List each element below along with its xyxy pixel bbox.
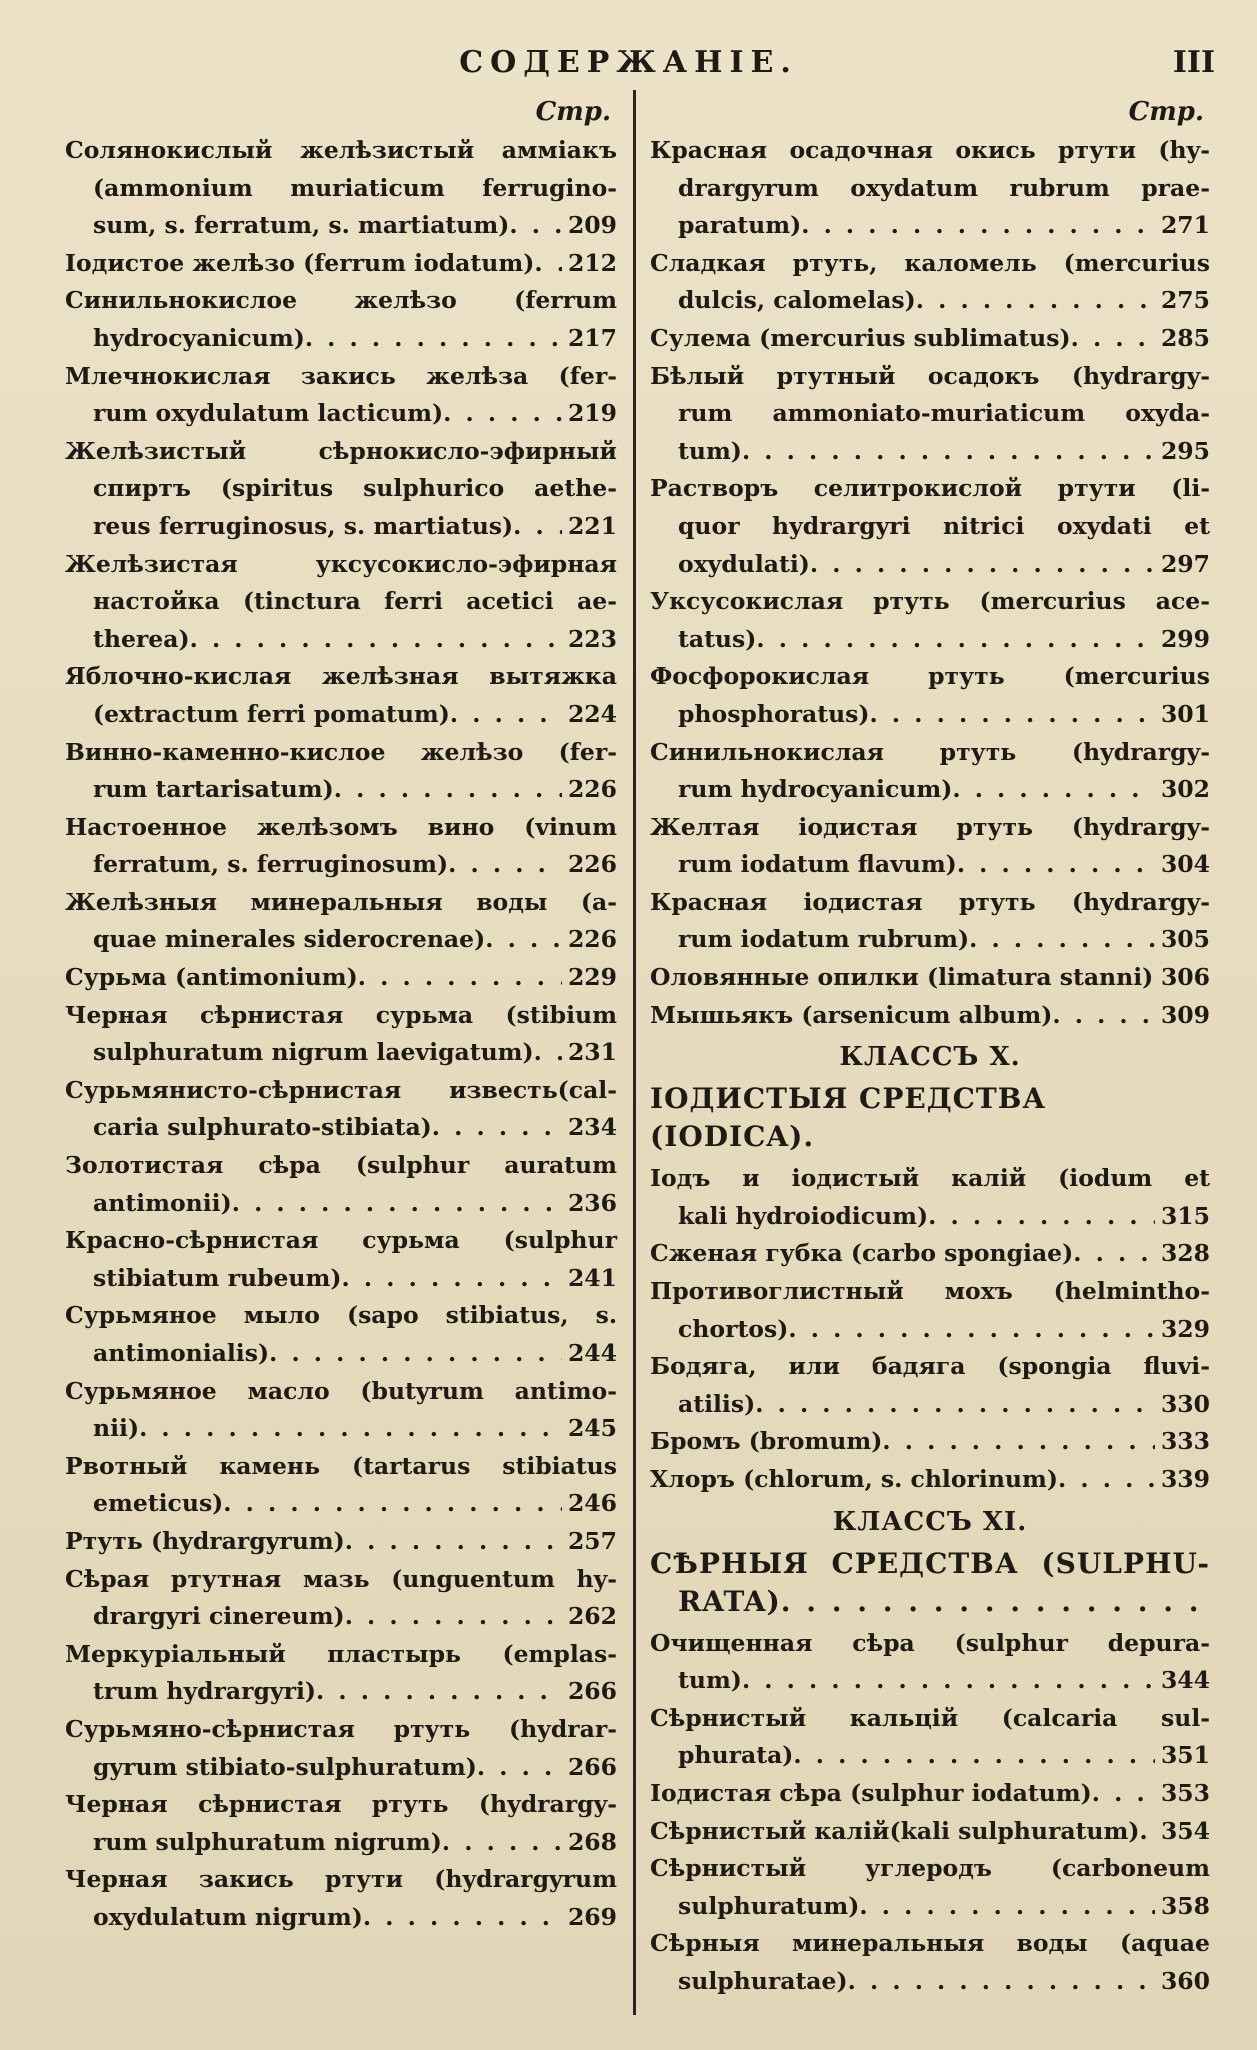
toc-entry-last-line	[650, 282, 1210, 320]
toc-page-number: 339	[1160, 1465, 1210, 1493]
toc-entry-line: Настоенное желѣзомъ вино (vinum	[65, 812, 617, 841]
toc-entry	[650, 583, 1210, 658]
toc-entry	[650, 1423, 1210, 1461]
toc-entry-line: Бодяга, или бадяга (spongia fluvi-	[650, 1352, 1210, 1381]
column-divider	[633, 90, 636, 2015]
toc-entry-text: rum sulphuratum nigrum)	[93, 1827, 442, 1856]
toc-page-number: 360	[1160, 1966, 1210, 1995]
toc-page-number: 344	[1160, 1666, 1210, 1695]
toc-entry-text: tum)	[678, 436, 742, 465]
leader-dots	[1058, 1461, 1155, 1499]
toc-entry-text: gyrum stibiato-sulphuratum)	[93, 1752, 477, 1781]
toc-page-number: 333	[1160, 1427, 1210, 1456]
toc-entry-last-line	[650, 846, 1210, 884]
toc-entry-text: (extractum ferri pomatum)	[93, 699, 450, 728]
leader-dots	[756, 621, 1155, 659]
toc-entry	[65, 959, 617, 997]
toc-entry	[65, 1448, 617, 1523]
toc-entry-line: Растворъ селитрокислой ртути (li-	[650, 474, 1210, 503]
leader-dots	[882, 1423, 1155, 1461]
toc-entry-text: quae minerales siderocrenae)	[93, 925, 486, 954]
toc-entry-text: phurata)	[678, 1741, 794, 1770]
toc-page-number: 234	[567, 1113, 617, 1142]
toc-entry-line: Синильнокислое желѣзо (ferrum	[65, 286, 617, 315]
toc-entry-last-line	[65, 921, 617, 959]
toc-entry	[65, 1523, 617, 1561]
leader-dots	[534, 1034, 562, 1072]
toc-entry-last-line	[65, 959, 617, 997]
toc-entry	[650, 320, 1210, 358]
toc-page-number: 241	[567, 1263, 617, 1292]
toc-entry-text: nii)	[93, 1414, 140, 1443]
toc-entry-last-line	[65, 1034, 617, 1072]
toc-entry-text: rum iodatum rubrum)	[678, 925, 970, 954]
toc-entry-last-line	[65, 1109, 617, 1147]
toc-entry	[650, 358, 1210, 471]
toc-entry-line: Іодъ и іодистый калій (iodum et	[650, 1164, 1210, 1193]
toc-entry-text: emeticus)	[93, 1489, 224, 1518]
leader-dots	[534, 245, 562, 283]
toc-entry-text: sulphuratum)	[678, 1891, 860, 1920]
leader-dots	[952, 771, 1155, 809]
toc-entry-text: Ртуть (hydrargyrum)	[65, 1526, 345, 1555]
toc-entry-text: rum tartarisatum)	[93, 775, 334, 804]
leader-dots	[859, 1888, 1155, 1926]
toc-page-number: 302	[1160, 775, 1210, 804]
leader-dots	[788, 1311, 1155, 1349]
toc-entry-last-line	[65, 1335, 617, 1373]
toc-page-number: 304	[1160, 850, 1210, 879]
toc-entry	[650, 1850, 1210, 1925]
toc-entry-text: reus ferruginosus, s. martiatus)	[93, 511, 514, 540]
toc-entry-last-line	[65, 621, 617, 659]
toc-entry	[650, 1348, 1210, 1423]
leader-dots	[450, 696, 562, 734]
toc-entry-line: Сурьмянисто-сѣрнистая известь(cal-	[65, 1075, 617, 1104]
toc-entry-line: Желтая іодистая ртуть (hydrargy-	[650, 812, 1210, 841]
toc-entry-text: antimonialis)	[93, 1339, 270, 1367]
leader-dots	[363, 1899, 562, 1937]
toc-page-number: 226	[567, 925, 617, 954]
toc-entry	[650, 658, 1210, 733]
toc-entry-last-line	[650, 621, 1210, 659]
toc-entry-last-line	[650, 1461, 1210, 1499]
toc-entry-last-line	[650, 546, 1210, 584]
toc-entry-last-line	[65, 1485, 617, 1523]
toc-entry	[65, 1147, 617, 1222]
page-number: III	[1172, 45, 1215, 80]
toc-entry-last-line	[65, 1673, 617, 1711]
toc-page-number: 209	[567, 211, 617, 240]
toc-entry	[65, 245, 617, 283]
toc-entry-line: rum ammoniato-muriaticum oxyda-	[678, 399, 1210, 428]
toc-page-number: 226	[567, 775, 617, 804]
toc-entry	[650, 959, 1210, 997]
toc-entry	[650, 1700, 1210, 1775]
toc-entry-text: caria sulphurato-stibiata)	[93, 1113, 432, 1142]
toc-entry-line: Красно-сѣрнистая сурьма (sulphur	[65, 1226, 617, 1255]
leader-dots	[509, 207, 562, 245]
toc-entry	[65, 1711, 617, 1786]
toc-entry-text: Сурьма (antimonium)	[65, 963, 358, 992]
toc-page-number: 236	[567, 1188, 617, 1217]
toc-entry-text: phosphoratus)	[678, 699, 870, 728]
toc-entry	[65, 1561, 617, 1636]
left-column	[65, 92, 617, 1937]
toc-entry-line: Сѣрныя минеральныя воды (aquae	[650, 1929, 1210, 1958]
toc-entry-last-line	[65, 245, 617, 283]
leader-dots	[342, 1260, 562, 1298]
toc-page-number: 262	[567, 1602, 617, 1631]
toc-entry	[65, 1861, 617, 1936]
leader-dots	[316, 1673, 562, 1711]
toc-entry-line: Фосфорокислая ртуть (mercurius	[650, 662, 1210, 691]
toc-entry	[65, 546, 617, 659]
toc-entry	[65, 1222, 617, 1297]
toc-entry-text: hydrocyanicum)	[93, 323, 305, 352]
toc-entry	[650, 1625, 1210, 1700]
toc-entry-text: stibiatum rubeum)	[93, 1263, 342, 1292]
toc-page-number: 266	[567, 1752, 617, 1781]
leader-dots	[801, 207, 1155, 245]
toc-entry-line: Черная сѣрнистая сурьма (stibium	[65, 1000, 617, 1029]
toc-page-number: 275	[1160, 286, 1210, 315]
toc-page-number: 353	[1160, 1778, 1210, 1807]
right-column	[650, 92, 1210, 2001]
toc-page-number: 217	[567, 323, 617, 352]
toc-entry-last-line	[65, 1185, 617, 1223]
toc-page-number: 329	[1160, 1314, 1210, 1343]
toc-entry-last-line	[650, 1311, 1210, 1349]
toc-entry-last-line	[65, 696, 617, 734]
toc-entry-last-line	[650, 921, 1210, 959]
leader-dots	[345, 1598, 562, 1636]
toc-entry-text: Хлоръ (chlorum, s. chlorinum)	[650, 1465, 1058, 1493]
toc-entry-text: Іодистое желѣзо (ferrum iodatum)	[65, 248, 535, 277]
toc-entry-line: Золотистая сѣра (sulphur auratum	[65, 1151, 617, 1180]
toc-entry-line: Яблочно-кислая желѣзная вытяжка	[65, 662, 617, 691]
toc-entry-line: Желѣзистая уксусокисло-эфирная	[65, 549, 617, 578]
toc-entry-text: atilis)	[678, 1389, 756, 1418]
toc-entry	[650, 809, 1210, 884]
toc-entry-last-line	[650, 1888, 1210, 1926]
toc-page-number: 285	[1160, 323, 1210, 352]
toc-entry	[65, 734, 617, 809]
toc-entry-text: sulphuratum nigrum laevigatum)	[93, 1038, 534, 1067]
toc-page-number: 354	[1160, 1816, 1210, 1845]
toc-entry-last-line	[650, 696, 1210, 734]
toc-entry-last-line	[650, 1386, 1210, 1424]
toc-page-number: 257	[567, 1526, 617, 1555]
toc-page-number: 266	[567, 1677, 617, 1706]
toc-entry	[65, 1297, 617, 1372]
toc-entry	[650, 1160, 1210, 1235]
leader-dots	[916, 282, 1155, 320]
leader-dots	[443, 395, 562, 433]
toc-entry-last-line	[650, 997, 1210, 1035]
toc-entry-text: ferratum, s. ferruginosum)	[93, 850, 449, 879]
toc-entry-line: спиртъ (spiritus sulphurico aethe-	[93, 474, 617, 503]
toc-entry-line: Млечнокислая закись желѣза (fer-	[65, 361, 617, 390]
page-column-label: Стр.	[535, 97, 611, 127]
leader-dots	[139, 1410, 562, 1448]
toc-entry-line: Желѣзныя минеральныя воды (a-	[65, 887, 617, 916]
leader-dots	[223, 1485, 562, 1523]
toc-entry-line: Уксусокислая ртуть (mercurius ace-	[650, 587, 1210, 616]
leader-dots	[742, 433, 1155, 471]
toc-entry-line: Сладкая ртуть, каломель (mercurius	[650, 248, 1210, 277]
toc-entry-text: oxydulati)	[678, 549, 810, 578]
toc-page-number: 306	[1160, 963, 1210, 992]
toc-entry-last-line	[650, 1737, 1210, 1775]
toc-entry-text: Оловянные опилки (limatura stanni)	[650, 963, 1154, 992]
toc-entry-last-line	[650, 1963, 1210, 2001]
toc-entry-last-line	[650, 1198, 1210, 1236]
toc-page-number: 246	[567, 1489, 617, 1518]
toc-entry-text: chortos)	[678, 1314, 789, 1343]
toc-entry-last-line	[650, 1662, 1210, 1700]
toc-page-number: 219	[567, 399, 617, 428]
section-heading-text: RATA)	[678, 1584, 781, 1618]
toc-entry-last-line	[65, 1824, 617, 1862]
toc-entry	[650, 1775, 1210, 1813]
leader-dots	[969, 921, 1155, 959]
leader-dots	[870, 696, 1155, 734]
leader-dots	[334, 771, 562, 809]
leader-dots	[1052, 997, 1155, 1035]
toc-page-number: 358	[1160, 1891, 1210, 1920]
toc-entry-text: rum oxydulatum lacticum)	[93, 399, 444, 428]
toc-page-number: 212	[567, 248, 617, 277]
page-title: СОДЕРЖАНІЕ.	[459, 45, 798, 80]
toc-entry-last-line	[650, 1813, 1210, 1851]
toc-entry-text: tum)	[678, 1666, 742, 1695]
toc-entry-last-line	[65, 771, 617, 809]
leader-dots	[513, 508, 562, 546]
leader-dots	[957, 846, 1155, 884]
toc-entry-last-line	[650, 320, 1210, 358]
leader-dots	[1140, 1813, 1155, 1851]
toc-page-number: 221	[567, 511, 617, 540]
toc-entry	[65, 884, 617, 959]
toc-entry	[650, 1461, 1210, 1499]
leader-dots	[345, 1523, 562, 1561]
toc-entry-text: Сѣрнистый калій(kali sulphuratum)	[650, 1816, 1140, 1845]
section-heading: ІОДИСТЫЯ СРЕДСТВА (IODICA).	[650, 1082, 1047, 1154]
leader-dots	[232, 1185, 562, 1223]
toc-page-number: 295	[1160, 436, 1210, 465]
toc-entry	[65, 1636, 617, 1711]
toc-page-number: 229	[567, 963, 617, 992]
toc-page-number: 224	[567, 699, 617, 728]
toc-entry-line: Противоглистный мохъ (helmintho-	[650, 1277, 1210, 1306]
toc-entry-last-line	[65, 1598, 617, 1636]
leader-dots	[190, 621, 562, 659]
toc-entry-line: Черная закись ртути (hydrargyrum	[65, 1865, 617, 1894]
toc-entry-line: Красная осадочная окись ртути (hy-	[650, 136, 1210, 164]
toc-entry-last-line	[65, 1260, 617, 1298]
toc-entry	[65, 1072, 617, 1147]
toc-entry-last-line	[65, 1523, 617, 1561]
toc-page-number: 223	[567, 624, 617, 653]
leader-dots	[793, 1737, 1155, 1775]
toc-page-number: 305	[1160, 925, 1210, 954]
page-column-label: Стр.	[1128, 97, 1204, 127]
toc-entry-last-line	[650, 207, 1210, 245]
toc-entry	[650, 1925, 1210, 2000]
toc-entry-last-line	[65, 207, 617, 245]
toc-entry-line: Рвотный камень (tartarus stibiatus	[65, 1451, 617, 1480]
toc-entry	[65, 658, 617, 733]
toc-page-number: 301	[1160, 699, 1210, 728]
toc-page-number: 315	[1160, 1201, 1210, 1230]
toc-page-number: 269	[567, 1902, 617, 1931]
toc-page-number: 271	[1160, 211, 1210, 240]
toc-entry	[65, 1786, 617, 1861]
toc-entry-text: antimonii)	[93, 1188, 232, 1217]
toc-entry	[65, 282, 617, 357]
leader-dots	[358, 959, 562, 997]
leader-dots	[810, 546, 1155, 584]
toc-entry	[65, 1373, 617, 1448]
page-header	[0, 45, 1257, 95]
toc-entry	[650, 132, 1210, 245]
toc-page-number: 328	[1160, 1239, 1210, 1268]
leader-dots	[477, 1749, 562, 1787]
class-heading: КЛАССЪ X.	[839, 1042, 1021, 1073]
section-heading	[650, 1545, 1210, 1621]
toc-entry-last-line	[65, 1749, 617, 1787]
toc-entry-last-line	[65, 508, 617, 546]
leader-dots	[781, 1583, 1210, 1621]
leader-dots	[448, 846, 562, 884]
leader-dots	[269, 1335, 562, 1373]
toc-page-number: 297	[1160, 549, 1210, 578]
toc-entry	[650, 884, 1210, 959]
toc-entry-last-line	[65, 395, 617, 433]
toc-entry-text: paratum)	[678, 211, 802, 240]
leader-dots	[1092, 1775, 1155, 1813]
toc-entry-line: Сурьмяное мыло (sapo stibiatus, s.	[65, 1301, 617, 1330]
toc-entry-text: Сулема (mercurius sublimatus)	[650, 323, 1071, 352]
toc-entry-line: Меркуріальный пластырь (emplas-	[65, 1639, 617, 1668]
toc-page-number: 245	[567, 1414, 617, 1443]
leader-dots	[742, 1662, 1155, 1700]
toc-entry-line: Сѣрнистый углеродъ (carboneum	[650, 1854, 1210, 1883]
section-heading-line: СѢРНЫЯ СРЕДСТВА (SULPHU-	[650, 1546, 1210, 1580]
toc-entry-last-line	[65, 846, 617, 884]
toc-entry-text: Бромъ (bromum)	[650, 1427, 883, 1456]
toc-entry-text: Сженая губка (carbo spongiae)	[650, 1239, 1074, 1268]
toc-entry-text: tatus)	[678, 624, 757, 653]
toc-entry-line: Сѣрнистый кальцій (calcaria sul-	[650, 1703, 1210, 1732]
leader-dots	[1073, 1235, 1155, 1273]
toc-entry-text: rum hydrocyanicum)	[678, 775, 953, 804]
toc-entry-text: trum hydrargyri)	[93, 1677, 317, 1706]
toc-entry-text: therea)	[93, 624, 190, 653]
toc-page-number: 244	[567, 1339, 617, 1367]
toc-entry-last-line	[650, 771, 1210, 809]
toc-entry-text: oxydulatum nigrum)	[93, 1902, 363, 1931]
toc-entry-text: Мышьякъ (arsenicum album)	[650, 1000, 1053, 1029]
leader-dots	[755, 1386, 1155, 1424]
toc-entry	[65, 433, 617, 546]
toc-entry-last-line	[65, 320, 617, 358]
toc-entry-line: Черная сѣрнистая ртуть (hydrargy-	[65, 1790, 617, 1819]
toc-page-number: 226	[567, 850, 617, 879]
toc-entry-last-line	[65, 1410, 617, 1448]
toc-entry	[65, 809, 617, 884]
toc-entry-line: Бѣлый ртутный осадокъ (hydrargy-	[650, 361, 1210, 390]
toc-entry	[65, 997, 617, 1072]
leader-dots	[1071, 320, 1155, 358]
toc-entry-line: (ammonium muriaticum ferrugino-	[93, 173, 617, 202]
leader-dots	[848, 1963, 1155, 2001]
toc-entry-line: Синильнокислая ртуть (hydrargy-	[650, 737, 1210, 766]
toc-entry-line: Сѣрая ртутная мазь (unguentum hy-	[65, 1564, 617, 1593]
leader-dots	[442, 1824, 562, 1862]
leader-dots	[928, 1198, 1155, 1236]
toc-entry-text: sulphuratae)	[678, 1966, 848, 1995]
toc-entry-last-line	[650, 959, 1210, 997]
toc-page-number: 330	[1160, 1389, 1210, 1418]
toc-entry	[650, 734, 1210, 809]
toc-entry-line: Сурьмяное масло (butyrum antimo-	[65, 1376, 617, 1405]
toc-entry-line: Солянокислый желѣзистый аммiакъ	[65, 136, 617, 164]
toc-entry-text: sum, s. ferratum, s. martiatum)	[93, 211, 510, 240]
toc-entry-last-line	[650, 1423, 1210, 1461]
class-heading: КЛАССЪ XI.	[832, 1506, 1028, 1537]
toc-entry-line: Очищенная сѣра (sulphur depura-	[650, 1628, 1210, 1657]
toc-entry	[65, 132, 617, 245]
section-heading-last-line	[650, 1583, 1210, 1621]
toc-page-number: 309	[1160, 1000, 1210, 1029]
toc-page-number: 268	[567, 1827, 617, 1856]
toc-page-number: 299	[1160, 624, 1210, 653]
toc-entry-line: Винно-каменно-кислое желѣзо (fer-	[65, 737, 617, 766]
toc-entry-last-line	[650, 1775, 1210, 1813]
toc-entry-last-line	[650, 1235, 1210, 1273]
leader-dots	[485, 921, 562, 959]
toc-entry-text: drargyri cinereum)	[93, 1602, 345, 1631]
toc-entry-last-line	[650, 433, 1210, 471]
toc-entry-line: настойка (tinctura ferri acetici ae-	[93, 587, 617, 616]
toc-entry-text: dulcis, calomelas)	[678, 286, 916, 315]
toc-entry-text: kali hydroiodicum)	[678, 1201, 929, 1230]
toc-entry-text: rum iodatum flavum)	[678, 850, 957, 879]
leader-dots	[305, 320, 562, 358]
toc-entry-line: quor hydrargyri nitrici oxydati et	[678, 511, 1210, 540]
toc-entry	[65, 358, 617, 433]
leader-dots	[432, 1109, 562, 1147]
toc-entry	[650, 1273, 1210, 1348]
toc-entry	[650, 470, 1210, 583]
toc-entry	[650, 997, 1210, 1035]
toc-page-number: 231	[567, 1038, 617, 1067]
toc-entry-line: Желѣзистый сѣрнокисло-эфирный	[65, 436, 617, 465]
toc-entry-line: Красная іодистая ртуть (hydrargy-	[650, 887, 1210, 916]
toc-entry-line: drargyrum oxydatum rubrum prae-	[678, 173, 1210, 202]
toc-entry-last-line	[65, 1899, 617, 1937]
toc-page-number: 351	[1160, 1741, 1210, 1770]
toc-entry	[650, 1813, 1210, 1851]
toc-entry-text: Іодистая сѣра (sulphur iodatum)	[650, 1778, 1092, 1807]
toc-entry-line: Сурьмяно-сѣрнистая ртуть (hydrar-	[65, 1714, 617, 1743]
toc-entry	[650, 245, 1210, 320]
toc-entry	[650, 1235, 1210, 1273]
